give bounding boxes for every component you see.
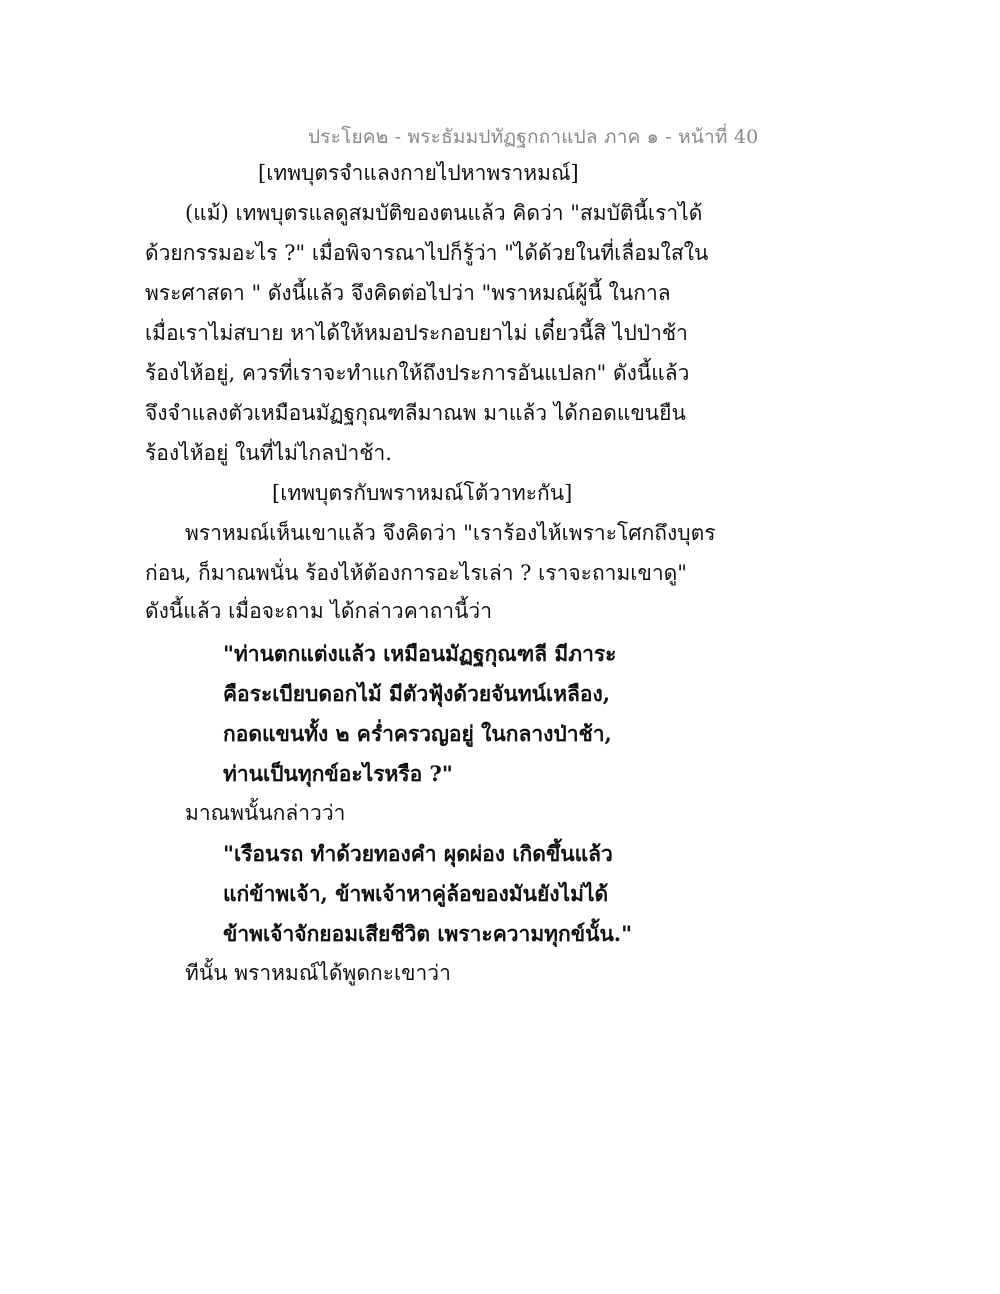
paragraph-line: มาณพนั้นกล่าวว่า (185, 801, 346, 825)
paragraph-line: จึงจำแลงตัวเหมือนมัฏฐกุณฑลีมาณพ มาแล้ว ได้กอดแขนยืน (145, 401, 686, 425)
paragraph-line: พราหมณ์เห็นเขาแล้ว จึงคิดว่า "เราร้องไห้เพราะโศกถึงบุตร (185, 521, 716, 545)
verse-line: คือระเบียบดอกไม้ มีตัวฟุ้งด้วยจันทน์เหลือง, (223, 681, 611, 706)
paragraph-line: ก่อน, ก็มาณพนั่น ร้องไห้ต้องการอะไรเล่า ? เราจะถามเขาดู" (145, 561, 687, 585)
verse-line: ท่านเป็นทุกข์อะไรหรือ ?" (223, 761, 453, 786)
verse-line: "ท่านตกแต่งแล้ว เหมือนมัฏฐกุณฑลี มีภาระ (223, 641, 617, 666)
paragraph-line: ร้องไห้อยู่ ในที่ไม่ไกลป่าช้า. (145, 441, 392, 465)
paragraph-line: ด้วยกรรมอะไร ?" เมื่อพิจารณาไปก็รู้ว่า "ได้ด้วยในที่เลื่อมใสใน (145, 241, 709, 265)
verse-line: กอดแขนทั้ง ๒ คร่ำครวญอยู่ ในกลางป่าช้า, (223, 721, 612, 746)
paragraph-line: เมื่อเราไม่สบาย หาได้ให้หมอประกอบยาไม่ เดี๋ยวนี้สิ ไปป่าช้า (145, 321, 688, 345)
section-heading: [เทพบุตรกับพราหมณ์โต้วาทะกัน] (272, 481, 573, 505)
verse-line: ข้าพเจ้าจักยอมเสียชีวิต เพราะความทุกข์นั้น." (223, 921, 633, 946)
verse-line: แก่ข้าพเจ้า, ข้าพเจ้าหาคู่ล้อของมันยังไม่ได้ (223, 881, 609, 906)
paragraph-line: ทีนั้น พราหมณ์ได้พูดกะเขาว่า (185, 961, 451, 985)
section-heading: [เทพบุตรจำแลงกายไปหาพราหมณ์] (258, 161, 579, 185)
paragraph-line: ร้องไห้อยู่, ควรที่เราจะทำแกให้ถึงประการอันแปลก" ดังนี้แล้ว (145, 361, 690, 385)
paragraph-line: พระศาสดา " ดังนี้แล้ว จึงคิดต่อไปว่า "พราหมณ์ผู้นี้ ในกาล (145, 281, 671, 305)
verse-line: "เรือนรถ ทำด้วยทองคำ ผุดผ่อง เกิดขึ้นแล้ว (223, 841, 613, 866)
paragraph-line: (แม้) เทพบุตรแลดูสมบัติของตนแล้ว คิดว่า "สมบัตินี้เราได้ (185, 201, 703, 225)
paragraph-line: ดังนี้แล้ว เมื่อจะถาม ได้กล่าวคาถานี้ว่า (145, 599, 493, 623)
running-header: ประโยค๒ - พระธัมมปทัฏฐกถาแปล ภาค ๑ - หน้าที่ 40 (308, 126, 759, 148)
